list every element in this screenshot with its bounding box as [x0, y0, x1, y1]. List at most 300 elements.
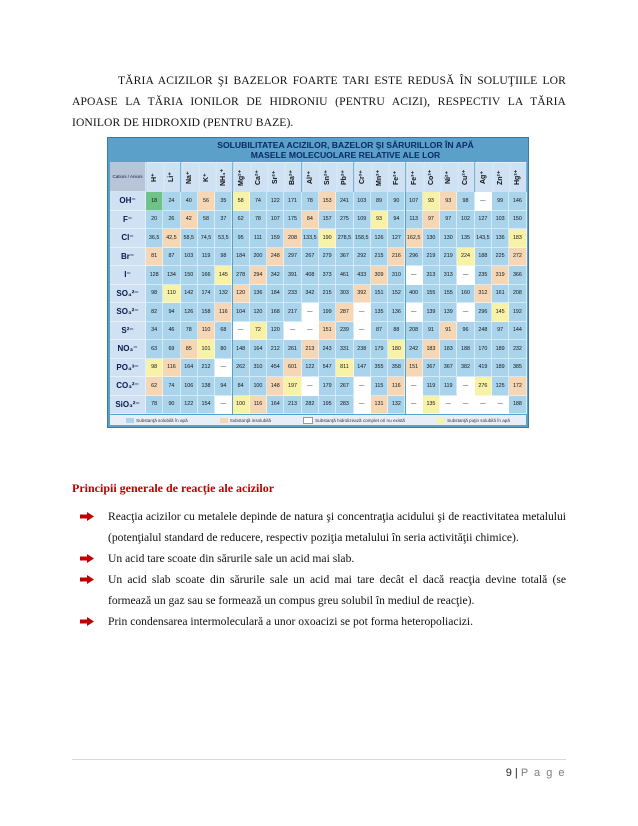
legend-item-soluble — [126, 418, 188, 423]
table-cell: 111 — [250, 229, 267, 248]
table-cell: 184 — [267, 285, 284, 304]
table-cell: — — [302, 303, 319, 322]
table-cell: 90 — [388, 192, 405, 211]
anion-header: S²⁻ — [110, 322, 146, 341]
table-cell: 135 — [423, 396, 440, 415]
table-cell: 408 — [302, 266, 319, 285]
table-cell: — — [457, 303, 474, 322]
table-cell: 219 — [440, 248, 457, 267]
legend-label-hydrolyzed: Substanţă hidrolizează complet ori nu există — [315, 417, 405, 423]
table-cell: 96 — [457, 322, 474, 341]
table-cell: — — [406, 266, 423, 285]
table-cell: 373 — [319, 266, 336, 285]
table-cell: 35 — [215, 192, 232, 211]
table-title-line2: MASELE MOLECUOLARE RELATIVE ALE LOR — [250, 150, 441, 160]
table-cell: 68 — [215, 322, 232, 341]
table-cell: 454 — [267, 359, 284, 378]
cation-header: Ni²⁺ — [440, 162, 457, 192]
table-cell: 279 — [319, 248, 336, 267]
table-cell: 37 — [215, 211, 232, 230]
table-cell: 190 — [319, 229, 336, 248]
table-cell: 216 — [388, 248, 405, 267]
table-cell: 174 — [198, 285, 215, 304]
table-cell: 212 — [267, 340, 284, 359]
table-cell: 188 — [509, 396, 526, 415]
table-cell: 109 — [354, 211, 371, 230]
table-cell: 331 — [336, 340, 353, 359]
table-cell: 313 — [440, 266, 457, 285]
page-footer — [506, 767, 566, 779]
table-cell: 116 — [215, 303, 232, 322]
anion-header: I⁻ — [110, 266, 146, 285]
table-cell: 100 — [250, 377, 267, 396]
table-cell: 103 — [181, 248, 198, 267]
arrow-bullet-icon — [80, 575, 94, 584]
cation-header: NH₄⁺ — [215, 162, 232, 192]
table-cell: 232 — [509, 340, 526, 359]
table-cell: 122 — [181, 396, 198, 415]
table-cell: 126 — [181, 303, 198, 322]
intro-paragraph — [72, 70, 566, 133]
table-cell: 145 — [215, 266, 232, 285]
table-cell: 69 — [163, 340, 180, 359]
table-cell: 142 — [181, 285, 198, 304]
table-cell: 419 — [475, 359, 492, 378]
page-number: 9 — [505, 767, 512, 779]
anion-header: PO₄³⁻ — [110, 359, 146, 378]
table-cell: 197 — [284, 377, 301, 396]
table-cell: 547 — [319, 359, 336, 378]
table-cell: 151 — [371, 285, 388, 304]
table-cell: 98 — [146, 285, 163, 304]
table-cell: 355 — [371, 359, 388, 378]
table-cell: 138 — [198, 377, 215, 396]
table-cell: 58,5 — [181, 229, 198, 248]
table-title-line1: SOLUBILITATEA ACIZILOR, BAZELOR ŞI SĂRURILLOR ÎN APĂ — [217, 140, 474, 150]
table-cell: 172 — [509, 377, 526, 396]
table-cell: 89 — [371, 192, 388, 211]
table-cell: 183 — [423, 340, 440, 359]
table-cell: 87 — [163, 248, 180, 267]
table-cell: 93 — [371, 211, 388, 230]
legend-item-hydrolyzed — [303, 417, 405, 424]
table-cell: — — [302, 377, 319, 396]
table-cell: 392 — [354, 285, 371, 304]
cation-header: Na⁺ — [181, 162, 198, 192]
table-cell: 215 — [319, 285, 336, 304]
table-cell: 119 — [198, 248, 215, 267]
table-cell: 94 — [388, 211, 405, 230]
table-cell: — — [492, 396, 509, 415]
table-cell: 145 — [492, 303, 509, 322]
table-cell: 382 — [457, 359, 474, 378]
table-cell: 144 — [509, 322, 526, 341]
table-cell: 110 — [198, 322, 215, 341]
table-cell: 139 — [440, 303, 457, 322]
table-cell: 132 — [215, 285, 232, 304]
table-cell: 215 — [371, 248, 388, 267]
table-cell: 120 — [267, 322, 284, 341]
table-cell: 58 — [233, 192, 250, 211]
anion-header: OH⁻ — [110, 192, 146, 211]
table-cell: 235 — [475, 266, 492, 285]
table-cell: 189 — [492, 340, 509, 359]
cation-header: Ag⁺ — [475, 162, 492, 192]
table-cell: — — [406, 377, 423, 396]
table-cell: 58 — [198, 211, 215, 230]
table-cell: 217 — [284, 303, 301, 322]
table-cell: 91 — [440, 322, 457, 341]
table-cell: 170 — [475, 340, 492, 359]
table-cell: 180 — [388, 340, 405, 359]
table-cell: 225 — [492, 248, 509, 267]
table-cell: 119 — [423, 377, 440, 396]
table-cell: 151 — [319, 322, 336, 341]
table-cell: 91 — [423, 322, 440, 341]
table-cell: 313 — [423, 266, 440, 285]
table-cell: 100 — [233, 396, 250, 415]
table-cell: 310 — [250, 359, 267, 378]
table-cell: 342 — [267, 266, 284, 285]
cation-header: Al³⁺ — [302, 162, 319, 192]
table-cell: 78 — [146, 396, 163, 415]
table-cell: 18 — [146, 192, 163, 211]
table-cell: 213 — [302, 340, 319, 359]
table-cell: 276 — [475, 377, 492, 396]
table-cell: 241 — [336, 192, 353, 211]
table-cell: 139 — [423, 303, 440, 322]
table-cell: 120 — [250, 303, 267, 322]
table-cell: 195 — [319, 396, 336, 415]
table-cell: 98 — [215, 248, 232, 267]
table-cell: 461 — [336, 266, 353, 285]
legend-label-soluble: Substanţă solubilă în apă — [136, 417, 188, 423]
table-cell: 143,5 — [475, 229, 492, 248]
table-cell: 88 — [388, 322, 405, 341]
table-cell: 164 — [181, 359, 198, 378]
table-cell: 24 — [163, 192, 180, 211]
table-cell: — — [457, 396, 474, 415]
table-cell: 36,5 — [146, 229, 163, 248]
table-cell: 296 — [475, 303, 492, 322]
table-cell: 40 — [181, 192, 198, 211]
cation-header: Pb²⁺ — [336, 162, 353, 192]
table-cell: 297 — [284, 248, 301, 267]
table-cell: 125 — [492, 377, 509, 396]
table-cell: 147 — [354, 359, 371, 378]
table-cell: 148 — [267, 377, 284, 396]
table-cell: — — [475, 192, 492, 211]
table-cell: 94 — [163, 303, 180, 322]
table-cell: 312 — [475, 285, 492, 304]
table-legend — [110, 415, 526, 425]
table-title — [168, 140, 523, 160]
table-cell: 294 — [250, 266, 267, 285]
table-cell: 385 — [509, 359, 526, 378]
table-cell: 164 — [250, 340, 267, 359]
table-cell: 262 — [233, 359, 250, 378]
table-cell: 151 — [406, 359, 423, 378]
anion-header: Br⁻ — [110, 248, 146, 267]
table-cell: 94 — [215, 377, 232, 396]
table-cell: 342 — [302, 285, 319, 304]
table-cell: 81 — [146, 248, 163, 267]
table-cell: — — [215, 359, 232, 378]
table-cell: 74,5 — [198, 229, 215, 248]
principles-list — [72, 506, 566, 632]
table-cell: 56 — [198, 192, 215, 211]
table-cell: 106 — [181, 377, 198, 396]
table-cell: 20 — [146, 211, 163, 230]
table-cell: 26 — [163, 211, 180, 230]
table-cell: 74 — [250, 192, 267, 211]
table-cell: 84 — [302, 211, 319, 230]
list-item — [72, 611, 566, 632]
table-cell: — — [284, 322, 301, 341]
table-cell: 104 — [233, 303, 250, 322]
table-cell: 136 — [388, 303, 405, 322]
table-cell: — — [354, 303, 371, 322]
anion-header: F⁻ — [110, 211, 146, 230]
table-cell: 278,5 — [336, 229, 353, 248]
table-cell: 282 — [302, 396, 319, 415]
table-cell: 74 — [163, 377, 180, 396]
table-cell: 136 — [492, 229, 509, 248]
cation-header: Sn²⁺ — [319, 162, 336, 192]
table-cell: 155 — [423, 285, 440, 304]
cation-header: Zn²⁺ — [492, 162, 509, 192]
table-cell: 93 — [440, 192, 457, 211]
arrow-bullet-icon — [80, 554, 94, 563]
table-cell: 287 — [336, 303, 353, 322]
table-cell: 224 — [457, 248, 474, 267]
table-cell: 184 — [233, 248, 250, 267]
table-cell: — — [440, 396, 457, 415]
table-cell: 162,5 — [406, 229, 423, 248]
table-cell: 148 — [233, 340, 250, 359]
table-cell: 309 — [371, 266, 388, 285]
table-cell: 366 — [509, 266, 526, 285]
table-cell: 213 — [284, 396, 301, 415]
table-cell: 179 — [319, 377, 336, 396]
table-cell: 130 — [440, 229, 457, 248]
table-cell: 192 — [509, 303, 526, 322]
table-cell: — — [233, 322, 250, 341]
table-cell: 358 — [388, 359, 405, 378]
footer-divider — [72, 759, 566, 760]
table-cell: 183 — [440, 340, 457, 359]
table-cell: 103 — [492, 211, 509, 230]
list-item — [72, 569, 566, 611]
cation-header: Fe²⁺ — [388, 162, 405, 192]
anion-header: SO₄²⁻ — [110, 285, 146, 304]
cation-header: Fe³⁺ — [406, 162, 423, 192]
table-cell: 278 — [233, 266, 250, 285]
anion-header: SiO₃²⁻ — [110, 396, 146, 415]
principle-text: Reacţia acizilor cu metalele depinde de natura şi concentraţia acidului şi de reactivitatea metalului (potenţialul standard de reducere, respectiv poziţia metalului în seria activităţii chimice). — [108, 510, 566, 544]
table-cell: 95 — [233, 229, 250, 248]
table-cell: 122 — [302, 359, 319, 378]
anion-header: Cl⁻ — [110, 229, 146, 248]
table-cell: 135 — [371, 303, 388, 322]
table-cell: 126 — [371, 229, 388, 248]
table-cell: 113 — [406, 211, 423, 230]
table-cell: 239 — [336, 322, 353, 341]
table-cell: — — [457, 266, 474, 285]
table-cell: 166 — [198, 266, 215, 285]
table-cell: 127 — [475, 211, 492, 230]
cation-header: Mn²⁺ — [371, 162, 388, 192]
legend-label-insoluble: Substanţă insolubilă — [229, 417, 271, 423]
table-cell: 42 — [181, 211, 198, 230]
table-cell: 208 — [406, 322, 423, 341]
principle-text: Un acid slab scoate din sărurile sale un acid mai tare decât el dacă reacţia devine totală (se formează un gaz sau se formează un compus greu solubil în mediul de reacţie). — [108, 573, 566, 607]
table-cell: 82 — [146, 303, 163, 322]
cation-header: Ca²⁺ — [250, 162, 267, 192]
page-label: P a g e — [520, 767, 566, 779]
table-cell: 78 — [302, 192, 319, 211]
table-cell: 63 — [146, 340, 163, 359]
table-cell: 102 — [457, 211, 474, 230]
table-cell: 261 — [284, 340, 301, 359]
solubility-table-image — [107, 137, 529, 428]
table-cell: 219 — [423, 248, 440, 267]
table-cell: 157 — [319, 211, 336, 230]
table-cell: 87 — [371, 322, 388, 341]
table-cell: 367 — [423, 359, 440, 378]
table-cell: 107 — [406, 192, 423, 211]
cation-header: Cu²⁺ — [457, 162, 474, 192]
table-cell: 99 — [492, 192, 509, 211]
table-cell: 122 — [267, 192, 284, 211]
table-cell: 136 — [250, 285, 267, 304]
table-cell: 212 — [198, 359, 215, 378]
table-cell: 267 — [336, 377, 353, 396]
table-cell: 93 — [423, 192, 440, 211]
table-cell: 159 — [267, 229, 284, 248]
cation-header: Li⁺ — [163, 162, 180, 192]
table-cell: 154 — [198, 396, 215, 415]
table-cell: — — [354, 322, 371, 341]
table-cell: 400 — [406, 285, 423, 304]
table-cell: 97 — [492, 322, 509, 341]
table-cell: 62 — [146, 377, 163, 396]
table-cell: 158,5 — [354, 229, 371, 248]
table-cell: — — [457, 377, 474, 396]
footer-separator: | — [514, 767, 518, 779]
table-cell: 46 — [163, 322, 180, 341]
anion-header: NO₃⁻ — [110, 340, 146, 359]
table-cell: 98 — [146, 359, 163, 378]
principle-text: Prin condensarea intermoleculară a unor oxoacizi se pot forma heteropoliacizi. — [108, 615, 474, 628]
table-cell: 115 — [371, 377, 388, 396]
table-cell: 127 — [388, 229, 405, 248]
cation-header: H⁺ — [146, 162, 163, 192]
table-cell: 243 — [319, 340, 336, 359]
table-cell: 188 — [457, 340, 474, 359]
table-cell: 53,5 — [215, 229, 232, 248]
table-cell: 146 — [509, 192, 526, 211]
table-cell: 80 — [215, 340, 232, 359]
table-cell: 433 — [354, 266, 371, 285]
table-cell: — — [406, 396, 423, 415]
table-cell: 78 — [181, 322, 198, 341]
anion-header: CO₃²⁻ — [110, 377, 146, 396]
table-cell: 134 — [163, 266, 180, 285]
legend-label-slightly: Substanţă puţin solubilă în apă — [447, 417, 510, 423]
table-cell: 110 — [163, 285, 180, 304]
table-cell: 62 — [233, 211, 250, 230]
table-cell: 233 — [284, 285, 301, 304]
cation-header: Mg²⁺ — [233, 162, 250, 192]
table-cell: 130 — [423, 229, 440, 248]
table-cell: 296 — [406, 248, 423, 267]
cation-header: Ba²⁺ — [284, 162, 301, 192]
table-cell: 150 — [181, 266, 198, 285]
table-cell: 133,5 — [302, 229, 319, 248]
table-cell: — — [354, 377, 371, 396]
table-cell: 310 — [388, 266, 405, 285]
table-cell: 116 — [250, 396, 267, 415]
table-cell: 267 — [302, 248, 319, 267]
table-cell: 292 — [354, 248, 371, 267]
table-cell: 200 — [250, 248, 267, 267]
table-cell: 199 — [319, 303, 336, 322]
cation-header: Cr³⁺ — [354, 162, 371, 192]
table-cell: 84 — [233, 377, 250, 396]
cation-header: Hg²⁺ — [509, 162, 526, 192]
table-cell: 208 — [509, 285, 526, 304]
table-cell: 158 — [198, 303, 215, 322]
table-cell: 161 — [492, 285, 509, 304]
table-cell: 97 — [423, 211, 440, 230]
legend-item-insoluble — [220, 418, 271, 423]
table-cell: 189 — [492, 359, 509, 378]
table-cell: 248 — [267, 248, 284, 267]
table-cell: 272 — [509, 248, 526, 267]
table-cell: 164 — [267, 396, 284, 415]
table-cell: 179 — [371, 340, 388, 359]
table-cell: 155 — [440, 285, 457, 304]
table-cell: 188 — [475, 248, 492, 267]
table-cell: 116 — [388, 377, 405, 396]
table-cell: 283 — [336, 396, 353, 415]
arrow-bullet-icon — [80, 617, 94, 626]
table-cell: 171 — [284, 192, 301, 211]
table-cell: 168 — [267, 303, 284, 322]
table-cell: 132 — [388, 396, 405, 415]
table-cell: 116 — [163, 359, 180, 378]
table-cell: 367 — [336, 248, 353, 267]
table-cell: 367 — [440, 359, 457, 378]
table-cell: 242 — [406, 340, 423, 359]
table-cell: 101 — [198, 340, 215, 359]
table-cell: 275 — [336, 211, 353, 230]
table-cell: 85 — [181, 340, 198, 359]
table-cell: 72 — [250, 322, 267, 341]
list-item — [72, 548, 566, 569]
table-cell: 238 — [354, 340, 371, 359]
table-cell: 303 — [336, 285, 353, 304]
list-item — [72, 506, 566, 548]
table-cell: 248 — [475, 322, 492, 341]
table-cell: 119 — [440, 377, 457, 396]
table-cell: 135 — [457, 229, 474, 248]
cation-header: Co²⁺ — [423, 162, 440, 192]
table-cell: 90 — [163, 396, 180, 415]
arrow-bullet-icon — [80, 512, 94, 521]
table-cell: — — [406, 303, 423, 322]
